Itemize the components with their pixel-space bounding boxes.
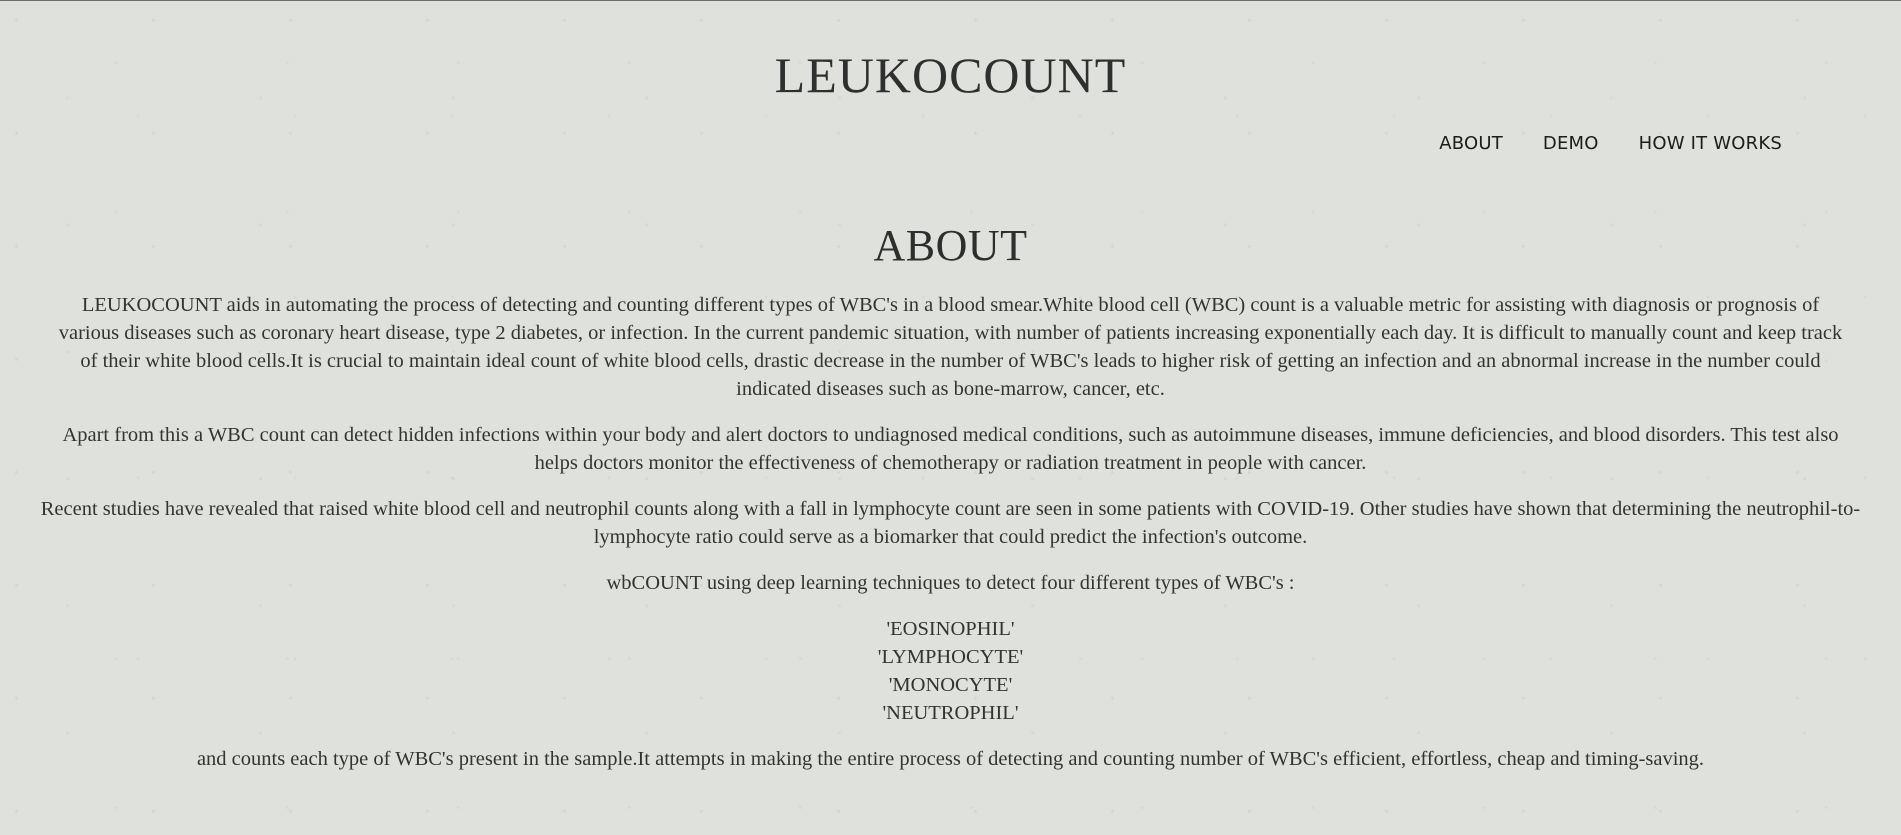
about-paragraph-2: Apart from this a WBC count can detect hidden infections within your body and alert doctors to undiagnosed medical conditions, such as autoimmune diseases, immune deficiencies, and blood disorders. This test also helps doctors monitor the effectiveness of chemotherapy or radiation treatment in people with cancer. bbox=[62, 424, 1839, 474]
nav-link-about[interactable]: ABOUT bbox=[1439, 133, 1503, 154]
site-title: LEUKOCOUNT bbox=[774, 47, 1127, 103]
nav-link-how-it-works[interactable]: HOW IT WORKS bbox=[1638, 133, 1782, 154]
about-heading: ABOUT bbox=[873, 221, 1028, 270]
wbc-type-neutrophil: 'NEUTROPHIL' bbox=[882, 702, 1019, 724]
nav-link-demo[interactable]: DEMO bbox=[1542, 133, 1599, 154]
wbc-type-eosinophil: 'EOSINOPHIL' bbox=[886, 618, 1015, 640]
about-closing: and counts each type of WBC's present in the sample.It attempts in making the entire process of detecting and counting number of WBC's efficient, effortless, cheap and timing-saving. bbox=[196, 748, 1705, 770]
about-paragraph-3: Recent studies have revealed that raised white blood cell and neutrophil counts along with a fall in lymphocyte count are seen in some patients with COVID-19. Other studies have shown that determining the neutrophil-to-lymphocyte ratio could serve as a biomarker that could predict the infection's outcome. bbox=[40, 498, 1861, 548]
wbc-type-lymphocyte: 'LYMPHOCYTE' bbox=[877, 646, 1024, 668]
about-content bbox=[30, 291, 1871, 791]
about-paragraph-1: LEUKOCOUNT aids in automating the process of detecting and counting different types of WBC's in a blood smear.White blood cell (WBC) count is a valuable metric for assisting with diagnosis or prognosis of various diseases such as coronary heart disease, type 2 diabetes, or infection. In the current pandemic situation, with number of patients increasing exponentially each day. It is difficult to manually count and keep track of their white blood cells.It is crucial to maintain ideal count of white blood cells, drastic decrease in the number of WBC's leads to higher risk of getting an infection and an abnormal increase in the number could indicated diseases such as bone-marrow, cancer, etc. bbox=[58, 294, 1843, 400]
main-nav bbox=[1439, 133, 1782, 154]
wbc-types-intro: wbCOUNT using deep learning techniques to detect four different types of WBC's : bbox=[606, 572, 1295, 594]
wbc-types-list bbox=[30, 615, 1871, 727]
wbc-type-monocyte: 'MONOCYTE' bbox=[888, 674, 1013, 696]
